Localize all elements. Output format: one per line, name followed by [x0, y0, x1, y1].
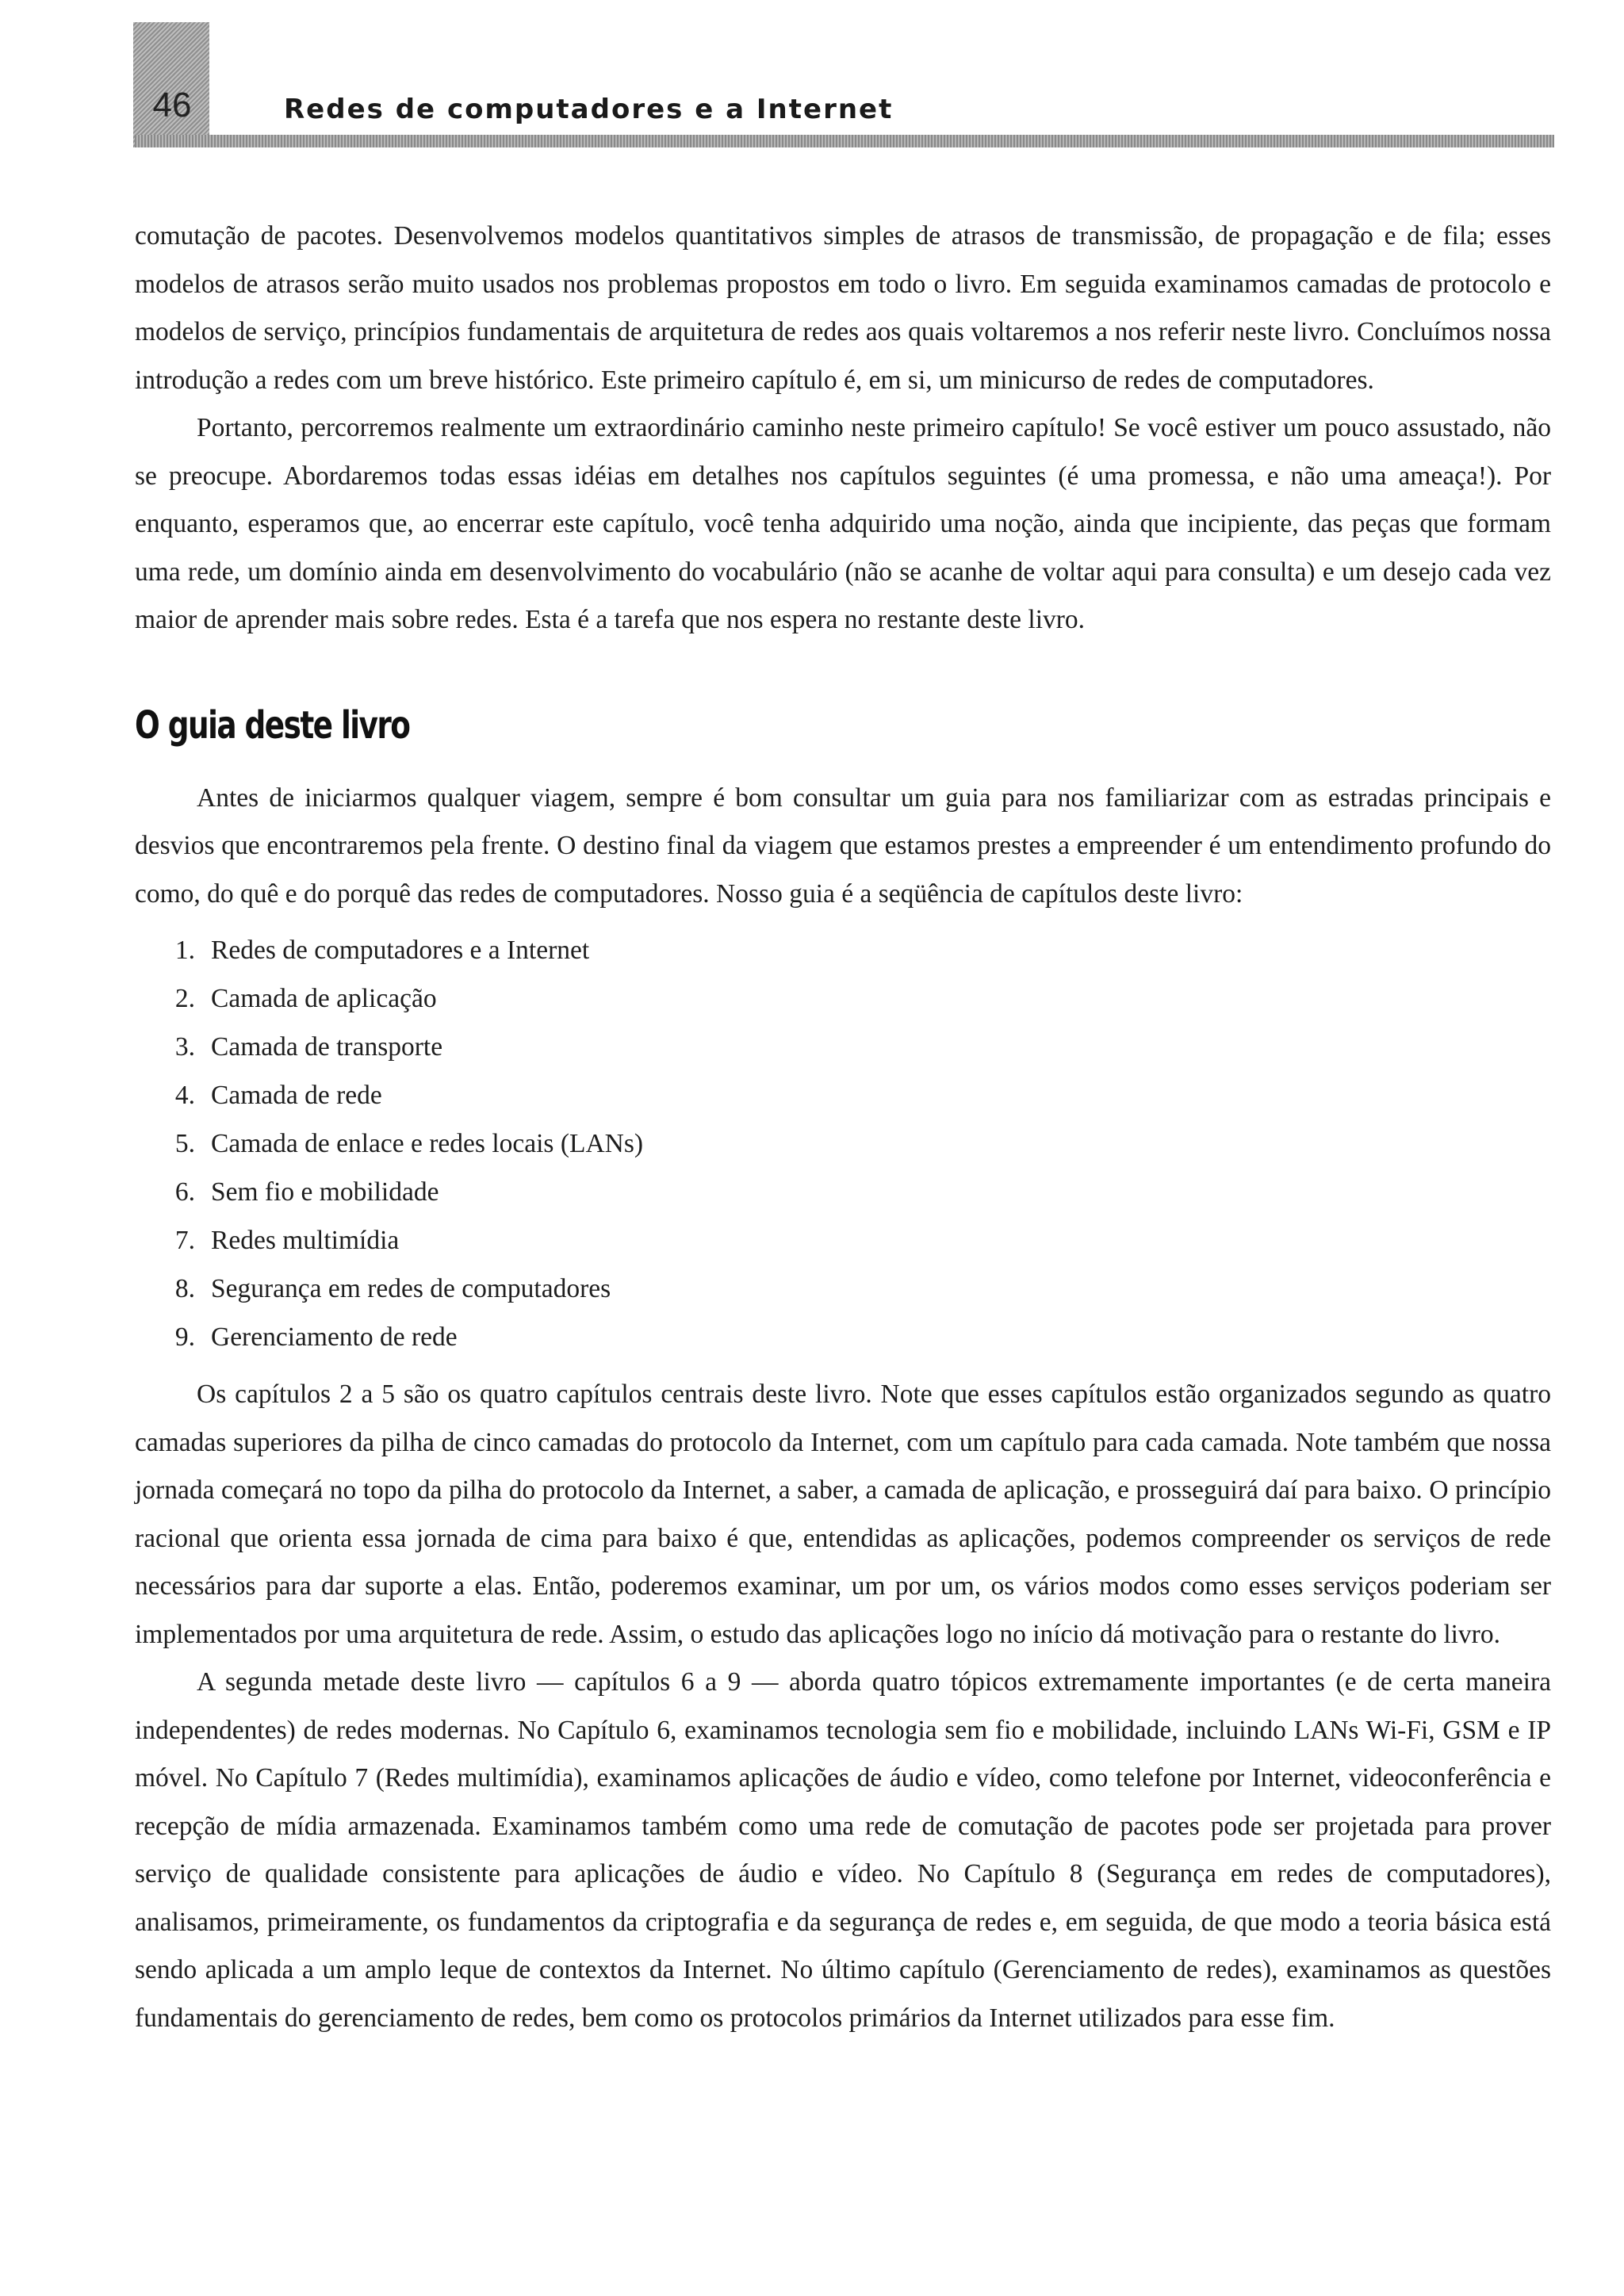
list-item-label: Segurança em redes de computadores — [211, 1274, 611, 1303]
list-item-number: 1. — [174, 936, 195, 965]
intro-paragraph-1: comutação de pacotes. Desenvolvemos modelos quantitativos simples de atrasos de transmissão, de propagação e de fila; esses modelos de atrasos serão muito usados nos problemas propostos em todo o livro. Em seguida examinamos camadas de protocolo e modelos de serviço, princípios fundamentais de arquitetura de redes aos quais voltaremos a nos referir neste livro. Concluímos nossa introdução a redes com um breve histórico. Este primeiro capítulo é, em si, um minicurso de redes de computadores. — [135, 221, 1551, 395]
list-item-number: 5. — [174, 1129, 195, 1158]
running-title: Redes de computadores e a Internet — [284, 94, 894, 125]
list-item — [135, 926, 1551, 974]
list-item-label: Camada de aplicação — [211, 984, 437, 1013]
chapter-list — [135, 926, 1551, 1361]
list-item-number: 4. — [174, 1081, 195, 1110]
list-item — [135, 974, 1551, 1023]
page-number: 46 — [152, 86, 192, 124]
closing-paragraph-2: A segunda metade deste livro — capítulos 6 a 9 — aborda quatro tópicos extremamente importantes (e de certa maneira independentes) de redes modernas. No Capítulo 6, examinamos tecnologia sem fio e mobilidade, incluindo LANs Wi-Fi, GSM e IP móvel. No Capítulo 7 (Redes multimídia), examinamos aplicações de áudio e vídeo, como telefone por Internet, videoconferência e recepção de mídia armazenada. Examinamos também como uma rede de comutação de pacotes pode ser projetada para prover serviço de qualidade consistente para aplicações de áudio e vídeo. No Capítulo 8 (Segurança em redes de computadores), analisamos, primeiramente, os fundamentos da criptografia e da segurança de redes e, em seguida, de que modo a teoria básica está sendo aplicada a um amplo leque de contextos da Internet. No último capítulo (Gerenciamento de redes), examinamos as questões fundamentais do gerenciamento de redes, bem como os protocolos primários da Internet utilizados para esse fim. — [135, 1667, 1551, 2033]
list-item-label: Gerenciamento de rede — [211, 1322, 458, 1352]
closing-paragraph-1: Os capítulos 2 a 5 são os quatro capítulos centrais deste livro. Note que esses capítulos estão organizados segundo as quatro camadas superiores da pilha de cinco camadas do protocolo da Internet, com um capítulo para cada camada. Note também que nossa jornada começará no topo da pilha do protocolo da Internet, a saber, a camada de aplicação, e prosseguirá daí para baixo. O princípio racional que orienta essa jornada de cima para baixo é que, entendidas as aplicações, podemos compreender os serviços de rede necessários para dar suporte a elas. Então, poderemos examinar, um por um, os vários modos como esses serviços poderiam ser implementados por uma arquitetura de rede. Assim, o estudo das aplicações logo no início dá motivação para o restante do livro. — [135, 1380, 1551, 1649]
list-item-label: Camada de rede — [211, 1081, 382, 1110]
list-item-label: Sem fio e mobilidade — [211, 1177, 439, 1207]
list-item-label: Camada de enlace e redes locais (LANs) — [211, 1129, 644, 1158]
list-item-number: 2. — [174, 984, 195, 1013]
list-item-number: 8. — [174, 1274, 195, 1303]
list-item — [135, 1168, 1551, 1216]
list-item — [135, 1216, 1551, 1265]
intro-paragraph-2: Portanto, percorremos realmente um extraordinário caminho neste primeiro capítulo! Se você estiver um pouco assustado, não se preocupe. Abordaremos todas essas idéias em detalhes nos capítulos seguintes (é uma promessa, e não uma ameaça!). Por enquanto, esperamos que, ao encerrar este capítulo, você tenha adquirido uma noção, ainda que incipiente, das peças que formam uma rede, um domínio ainda em desenvolvimento do vocabulário (não se acanhe de voltar aqui para consulta) e um desejo cada vez maior de aprender mais sobre redes. Esta é a tarefa que nos espera no restante deste livro. — [135, 413, 1551, 634]
list-item — [135, 1119, 1551, 1168]
list-item — [135, 1071, 1551, 1119]
header-rule — [135, 135, 1554, 147]
page-body — [135, 212, 1551, 2042]
section-title: O guia deste livro — [135, 702, 410, 748]
section-lead-paragraph: Antes de iniciarmos qualquer viagem, sempre é bom consultar um guia para nos familiarizar com as estradas principais e desvios que encontraremos pela frente. O destino final da viagem que estamos prestes a empreender é um entendimento profundo do como, do quê e do porquê das redes de computadores. Nosso guia é a seqüência de capítulos deste livro: — [135, 783, 1551, 909]
page-number-box — [133, 22, 209, 147]
list-item-label: Camada de transporte — [211, 1032, 443, 1062]
list-item-label: Redes multimídia — [211, 1226, 400, 1255]
list-item-number: 6. — [174, 1177, 195, 1207]
list-item-number: 7. — [174, 1226, 195, 1255]
list-item-number: 3. — [174, 1032, 195, 1062]
list-item — [135, 1313, 1551, 1361]
list-item-label: Redes de computadores e a Internet — [211, 936, 590, 965]
list-item — [135, 1023, 1551, 1071]
list-item-number: 9. — [174, 1322, 195, 1352]
list-item — [135, 1265, 1551, 1313]
